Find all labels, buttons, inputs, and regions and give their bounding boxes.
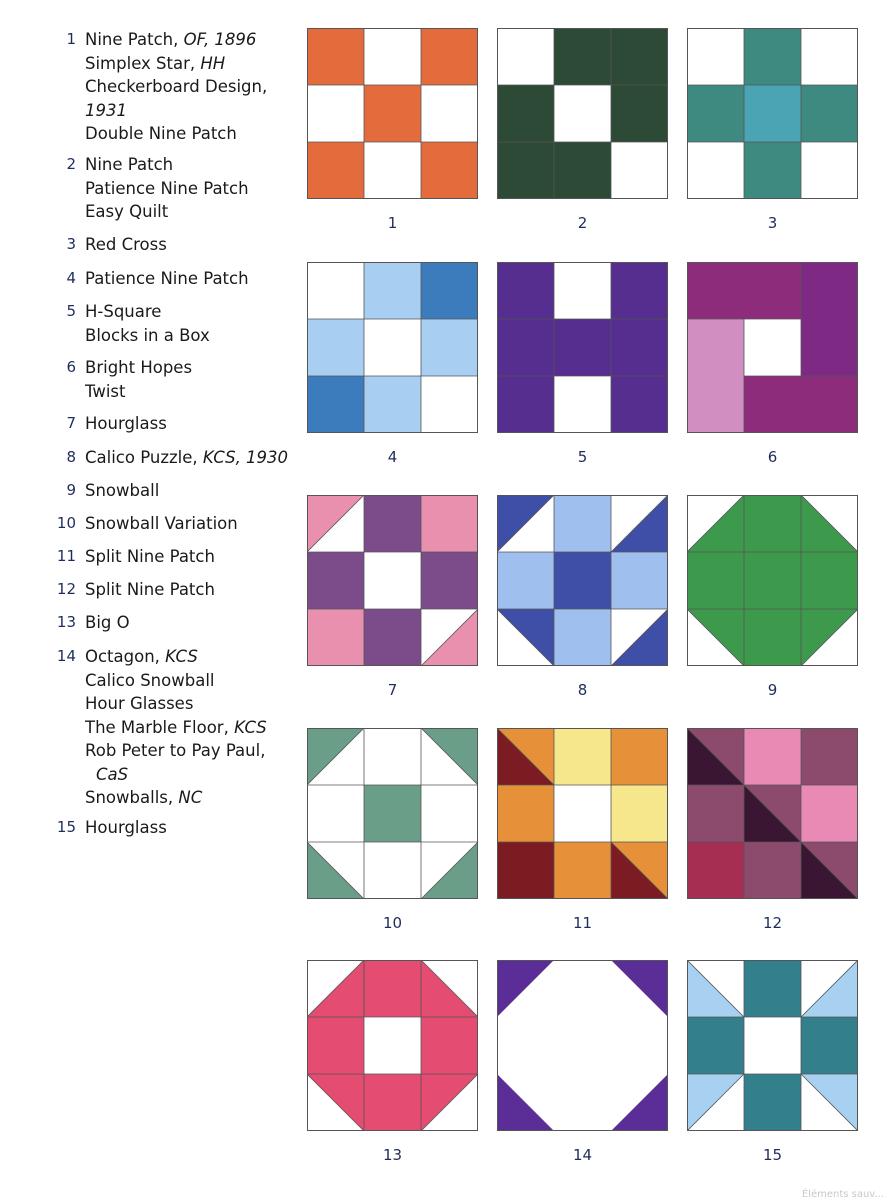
block-number-label: 5	[577, 448, 588, 466]
quilt-block-drawing	[687, 28, 858, 199]
patch	[421, 142, 478, 199]
block-name-text: Split Nine Patch	[85, 547, 215, 566]
patch	[497, 262, 554, 319]
source-note-text: KCS	[165, 647, 198, 666]
patch	[687, 142, 744, 199]
block-name-text: Patience Nine Patch	[85, 178, 249, 198]
quilt-block-drawing	[687, 960, 858, 1131]
quilt-block-drawing	[497, 28, 668, 199]
block-number-label: 4	[387, 448, 398, 466]
quilt-block-drawing	[307, 262, 478, 433]
source-note-text: 1931	[85, 100, 127, 120]
patch	[497, 552, 554, 609]
index-number: 1	[66, 30, 76, 48]
patch	[744, 376, 858, 433]
quilt-block-drawing	[497, 728, 668, 899]
index-number: 11	[56, 547, 76, 565]
patch	[364, 262, 421, 319]
patch	[554, 842, 611, 899]
index-number: 7	[66, 414, 76, 432]
quilt-block-11	[497, 728, 668, 899]
patch	[687, 1017, 744, 1074]
quilt-block-8	[497, 495, 668, 666]
patch	[421, 85, 478, 142]
index-number: 14	[56, 647, 76, 665]
source-note-text: KCS	[234, 717, 267, 737]
source-note-text: KCS, 1930	[202, 448, 289, 467]
source-note-text: CaS	[96, 764, 129, 784]
patch	[801, 28, 858, 85]
patch	[497, 842, 554, 899]
patch	[307, 142, 364, 199]
patch	[611, 319, 668, 376]
patch	[364, 552, 421, 609]
patch	[364, 785, 421, 842]
index-number: 12	[56, 580, 76, 598]
patch	[687, 262, 801, 319]
patch	[744, 960, 801, 1017]
patch	[554, 609, 611, 666]
patch	[801, 85, 858, 142]
patch	[364, 376, 421, 433]
block-number-label: 9	[767, 681, 778, 699]
quilt-block-15	[687, 960, 858, 1131]
patch	[744, 85, 801, 142]
patch	[364, 28, 421, 85]
patch	[801, 785, 858, 842]
patch	[687, 28, 744, 85]
index-number: 8	[66, 448, 76, 466]
block-name-text: H-Square	[85, 302, 162, 321]
quilt-block-7	[307, 495, 478, 666]
block-name-text: Octagon,	[85, 647, 166, 666]
patch	[611, 728, 668, 785]
quilt-block-10	[307, 728, 478, 899]
patch	[554, 319, 611, 376]
index-number: 5	[66, 302, 76, 320]
quilt-block-drawing	[687, 728, 858, 899]
block-name-text: Calico Snowball	[85, 670, 215, 690]
patch	[554, 85, 611, 142]
block-number-label: 7	[387, 681, 398, 699]
patch	[497, 85, 554, 142]
source-note-text: OF, 1896	[183, 30, 257, 49]
quilt-block-drawing	[497, 960, 668, 1131]
patch	[364, 609, 421, 666]
block-name-text: Split Nine Patch	[85, 580, 215, 599]
patch	[611, 785, 668, 842]
patch	[554, 785, 611, 842]
block-name-text: Double Nine Patch	[85, 124, 237, 143]
quilt-block-13	[307, 960, 478, 1131]
quilt-block-4	[307, 262, 478, 433]
patch	[421, 28, 478, 85]
block-name-text: Snowball Variation	[85, 514, 238, 533]
block-number-label: 1	[387, 214, 398, 232]
block-number-label: 6	[767, 448, 778, 466]
quilt-block-drawing	[307, 728, 478, 899]
patch	[611, 85, 668, 142]
block-name-text: Bright Hopes	[85, 358, 193, 377]
patch	[497, 319, 554, 376]
block-name-text: Hour Glasses	[85, 694, 194, 713]
patch	[364, 85, 421, 142]
quilt-block-3	[687, 28, 858, 199]
quilt-block-12	[687, 728, 858, 899]
index-number: 4	[66, 269, 76, 287]
patch	[744, 142, 801, 199]
index-number: 15	[56, 818, 76, 836]
quilt-block-drawing	[687, 262, 858, 433]
patch	[801, 1017, 858, 1074]
quilt-block-drawing	[307, 495, 478, 666]
block-number-label: 3	[767, 214, 778, 232]
patch	[554, 142, 611, 199]
block-name-text: Easy Quilt	[85, 202, 169, 221]
patch	[364, 1017, 421, 1074]
quilt-block-drawing	[687, 495, 858, 666]
patch	[611, 376, 668, 433]
patch	[611, 142, 668, 199]
quilt-block-drawing	[497, 262, 668, 433]
patch	[554, 28, 611, 85]
patch	[421, 495, 478, 552]
quilt-block-9	[687, 495, 858, 666]
patch	[307, 552, 364, 609]
index-number: 13	[56, 613, 76, 631]
block-name-text: Big O	[85, 613, 130, 632]
block-name-text: Hourglass	[85, 818, 167, 837]
block-name-text: Snowballs,	[85, 788, 179, 807]
index-number: 9	[66, 481, 76, 499]
patch	[364, 495, 421, 552]
block-number-label: 12	[762, 914, 783, 932]
patch	[687, 319, 744, 433]
patch	[744, 728, 801, 785]
block-name-text: Red Cross	[85, 235, 167, 254]
patch	[307, 319, 364, 376]
patch	[611, 552, 668, 609]
block-name-text: Blocks in a Box	[85, 325, 210, 345]
source-note-text: NC	[178, 788, 203, 807]
index-number: 6	[66, 358, 76, 376]
patch	[497, 376, 554, 433]
patch	[687, 785, 744, 842]
patch	[554, 728, 611, 785]
block-number-label: 13	[382, 1146, 403, 1164]
quilt-block-5	[497, 262, 668, 433]
patch	[497, 785, 554, 842]
patch	[307, 609, 364, 666]
block-number-label: 2	[577, 214, 588, 232]
quilt-block-drawing	[307, 960, 478, 1131]
block-name-text: Nine Patch,	[85, 30, 184, 49]
watermark: Éléments sauv...	[801, 1189, 884, 1200]
quilt-block-drawing	[307, 28, 478, 199]
block-name-text: Nine Patch	[85, 155, 174, 174]
index-number: 3	[66, 235, 76, 253]
block-name-text: Snowball	[85, 481, 160, 500]
patch	[497, 28, 554, 85]
patch	[801, 262, 858, 376]
patch	[421, 552, 478, 609]
quilt-block-drawing	[497, 495, 668, 666]
patch	[744, 842, 801, 899]
patch	[554, 262, 611, 319]
patch	[307, 376, 364, 433]
source-note-text: HH	[200, 53, 226, 73]
block-name-text: Checkerboard Design,	[85, 77, 268, 96]
patch	[421, 376, 478, 433]
block-number-label: 11	[572, 914, 593, 932]
block-name-text: Rob Peter to Pay Paul,	[85, 741, 266, 760]
patch	[364, 142, 421, 199]
patch	[611, 28, 668, 85]
patch	[687, 842, 744, 899]
block-name-text: Patience Nine Patch	[85, 269, 249, 288]
block-name-text: Twist	[85, 381, 126, 401]
patch	[744, 28, 801, 85]
patch	[554, 495, 611, 552]
patch	[307, 262, 364, 319]
patch	[554, 552, 611, 609]
patch	[497, 142, 554, 199]
block-name-text: Simplex Star,	[85, 53, 201, 73]
patch	[744, 1074, 801, 1131]
quilt-block-14	[497, 960, 668, 1131]
patch	[307, 28, 364, 85]
index-number: 10	[56, 514, 76, 532]
patch	[421, 319, 478, 376]
block-number-label: 14	[572, 1146, 593, 1164]
index-number: 2	[66, 155, 76, 173]
patch	[554, 376, 611, 433]
block-name-text: The Marble Floor,	[85, 717, 235, 737]
patch	[307, 85, 364, 142]
block-number-label: 8	[577, 681, 588, 699]
patch	[801, 142, 858, 199]
patch	[801, 728, 858, 785]
patch	[687, 85, 744, 142]
patch	[611, 262, 668, 319]
quilt-block-6	[687, 262, 858, 433]
block-number-label: 15	[762, 1146, 783, 1164]
patch	[364, 319, 421, 376]
quilt-block-1	[307, 28, 478, 199]
block-name-text: Hourglass	[85, 414, 167, 433]
patch	[421, 262, 478, 319]
block-number-label: 10	[382, 914, 403, 932]
block-name-text: Calico Puzzle,	[85, 448, 203, 467]
quilt-block-2	[497, 28, 668, 199]
